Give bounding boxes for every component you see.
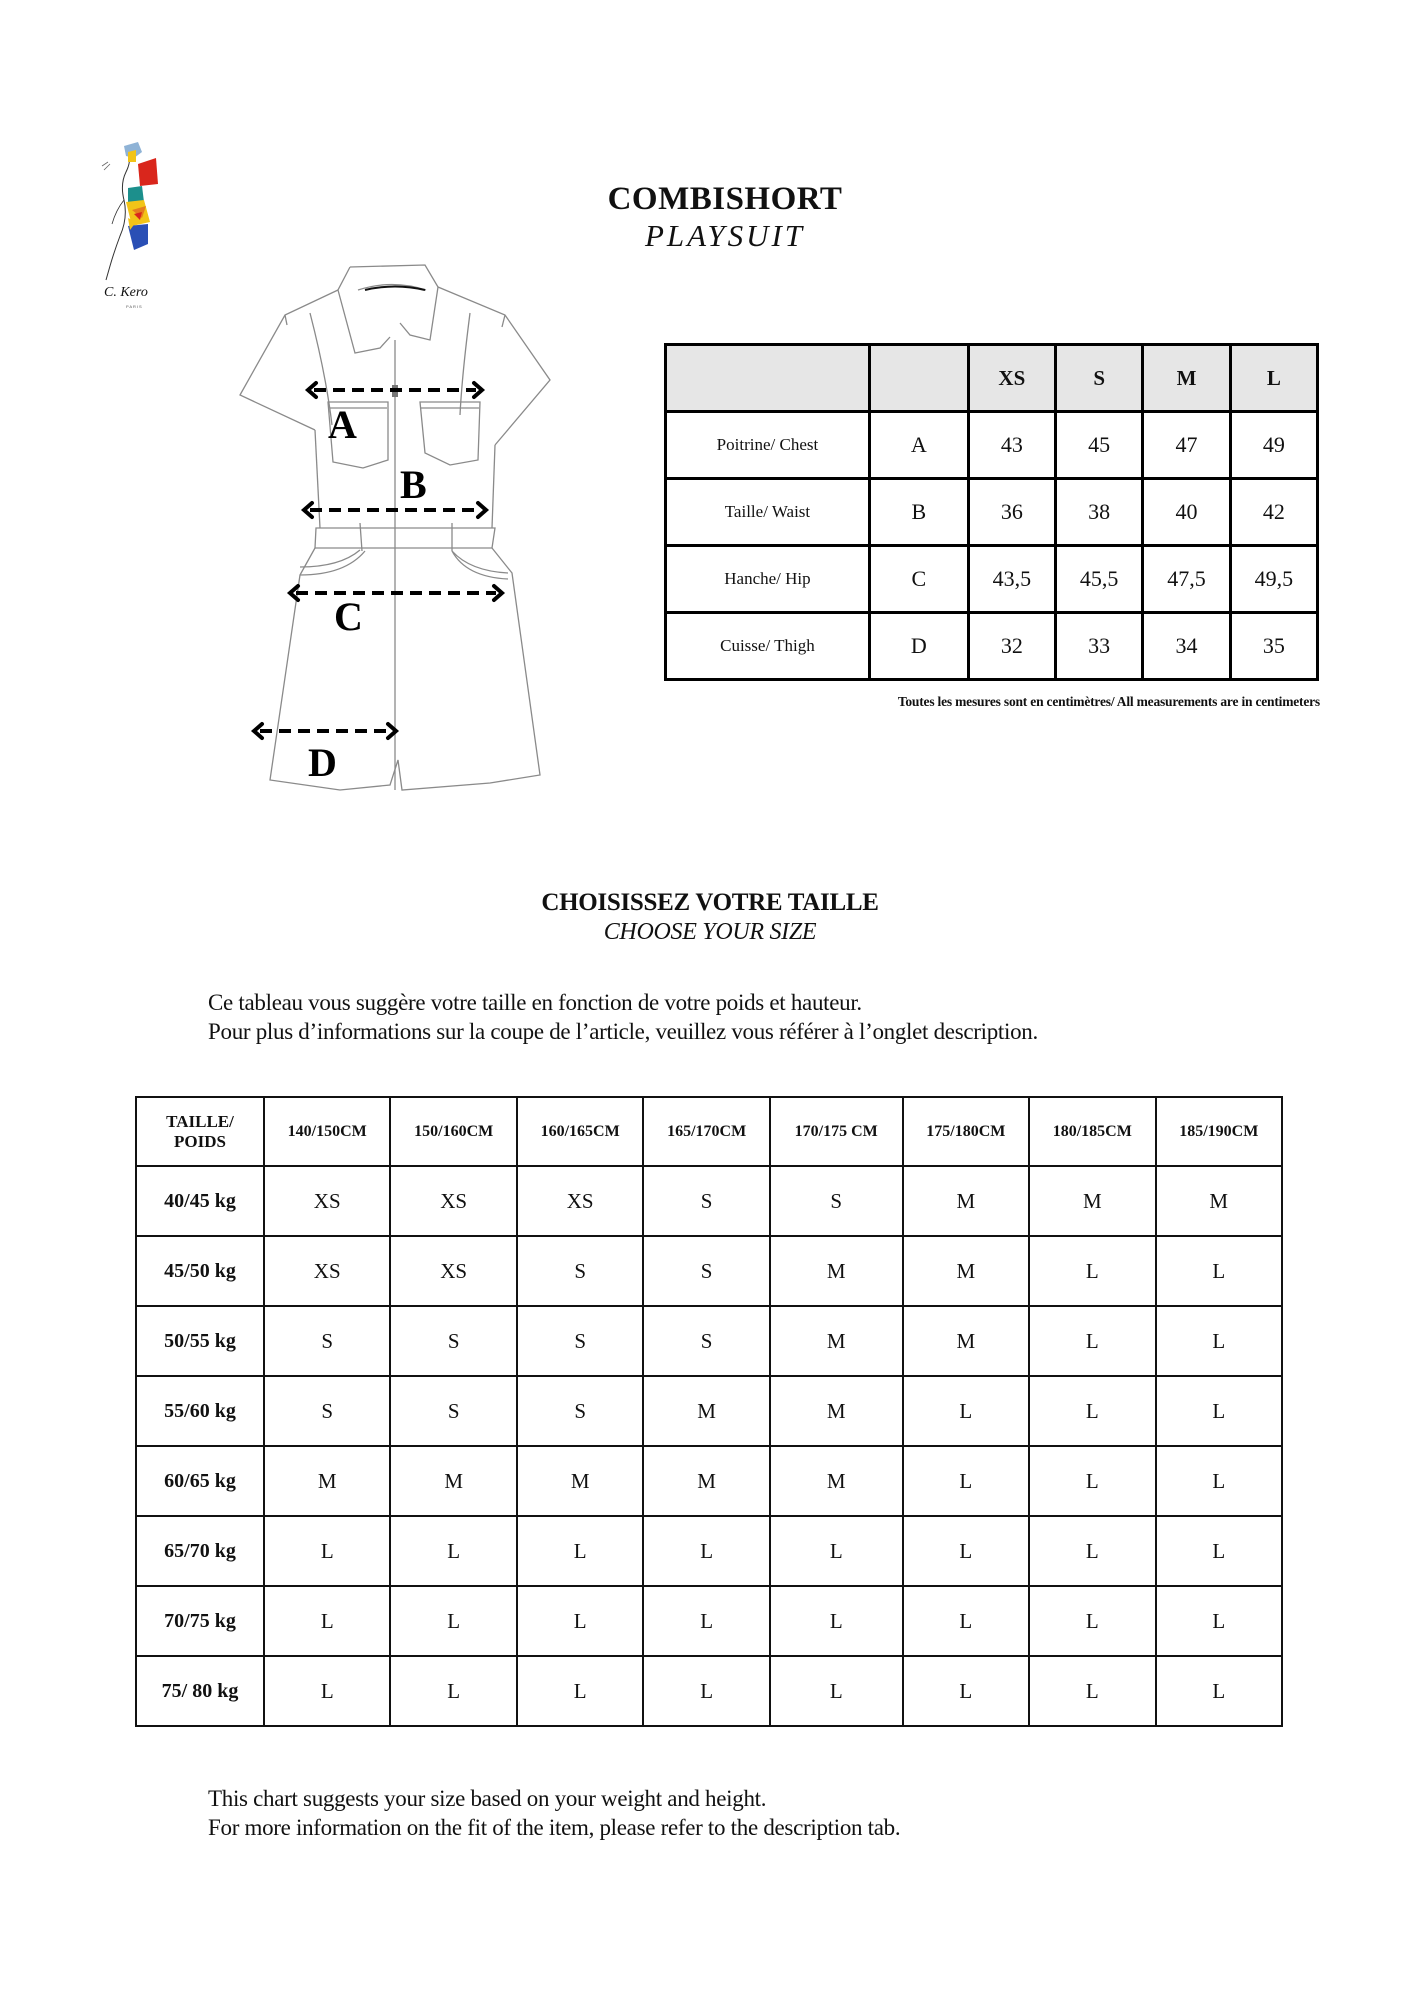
header-size-l: L — [1230, 345, 1317, 412]
size-cell: L — [1029, 1516, 1155, 1586]
size-cell: M — [1029, 1166, 1155, 1236]
size-cell: L — [1156, 1306, 1282, 1376]
measure-name: Cuisse/ Thigh — [666, 613, 870, 680]
size-guide-row — [136, 1166, 1282, 1236]
size-cell: L — [390, 1516, 516, 1586]
garment-sketch — [230, 255, 560, 800]
footer-line-1: This chart suggests your size based on your weight and height. — [208, 1786, 767, 1811]
size-cell: L — [643, 1516, 769, 1586]
intro-line-1: Ce tableau vous suggère votre taille en fonction de votre poids et hauteur. — [208, 990, 862, 1015]
size-cell: S — [643, 1236, 769, 1306]
size-cell: S — [770, 1166, 903, 1236]
playsuit-sketch-icon — [230, 255, 560, 800]
size-cell: S — [390, 1306, 516, 1376]
size-cell: L — [903, 1656, 1029, 1726]
size-cell: L — [1156, 1236, 1282, 1306]
size-guide-footer — [208, 1784, 1318, 1842]
size-cell: XS — [517, 1166, 643, 1236]
svg-text:PARIS: PARIS — [126, 304, 143, 309]
size-cell: L — [517, 1586, 643, 1656]
size-cell: L — [770, 1516, 903, 1586]
svg-text:C. Kero: C. Kero — [104, 285, 148, 300]
size-cell: L — [903, 1586, 1029, 1656]
size-cell: S — [264, 1376, 390, 1446]
measure-value: 42 — [1230, 479, 1317, 546]
measure-value: 43,5 — [968, 546, 1055, 613]
size-cell: L — [1029, 1446, 1155, 1516]
header-height: 140/150CM — [264, 1097, 390, 1166]
size-cell: XS — [390, 1166, 516, 1236]
measurements-header-row — [666, 345, 1318, 412]
sketch-label-c: C — [334, 594, 363, 639]
weight-label: 65/70 kg — [136, 1516, 264, 1586]
measure-value: 33 — [1056, 613, 1143, 680]
size-guide-header-row — [136, 1097, 1282, 1166]
product-title-fr: COMBISHORT — [607, 181, 843, 217]
measure-name: Hanche/ Hip — [666, 546, 870, 613]
measure-code: D — [869, 613, 968, 680]
size-guide-title-fr: CHOISISSEZ VOTRE TAILLE — [541, 889, 879, 916]
size-cell: M — [903, 1306, 1029, 1376]
measurement-row-waist — [666, 479, 1318, 546]
measurements-unit-note: Toutes les mesures sont en centimètres/ All measurements are in centimeters — [897, 694, 1320, 709]
weight-label: 40/45 kg — [136, 1166, 264, 1236]
measure-name: Taille/ Waist — [666, 479, 870, 546]
size-cell: L — [264, 1586, 390, 1656]
size-cell: S — [517, 1376, 643, 1446]
measurements-table — [664, 343, 1319, 681]
size-cell: M — [390, 1446, 516, 1516]
size-cell: L — [1156, 1656, 1282, 1726]
header-height: 170/175 CM — [770, 1097, 903, 1166]
size-cell: L — [264, 1656, 390, 1726]
header-height: 165/170CM — [643, 1097, 769, 1166]
header-taille-poids — [136, 1097, 264, 1166]
footer-line-2: For more information on the fit of the item, please refer to the description tab. — [208, 1815, 901, 1840]
size-guide-row — [136, 1586, 1282, 1656]
size-guide-row — [136, 1446, 1282, 1516]
size-cell: L — [1029, 1236, 1155, 1306]
measure-value: 45 — [1056, 412, 1143, 479]
header-size-s: S — [1056, 345, 1143, 412]
product-title — [560, 180, 890, 254]
size-cell: M — [264, 1446, 390, 1516]
size-cell: S — [517, 1306, 643, 1376]
brand-logo — [98, 140, 180, 312]
header-height: 160/165CM — [517, 1097, 643, 1166]
header-height: 180/185CM — [1029, 1097, 1155, 1166]
size-guide-row — [136, 1516, 1282, 1586]
weight-label: 75/ 80 kg — [136, 1656, 264, 1726]
size-cell: M — [517, 1446, 643, 1516]
corner-line-1: TAILLE/ — [166, 1111, 234, 1131]
size-cell: M — [770, 1446, 903, 1516]
size-cell: L — [1029, 1586, 1155, 1656]
header-size-xs: XS — [968, 345, 1055, 412]
header-measure — [666, 345, 870, 412]
size-cell: M — [643, 1446, 769, 1516]
weight-label: 60/65 kg — [136, 1446, 264, 1516]
size-guide-row — [136, 1236, 1282, 1306]
header-height: 185/190CM — [1156, 1097, 1282, 1166]
size-cell: M — [903, 1236, 1029, 1306]
product-title-en: PLAYSUIT — [644, 218, 806, 253]
dancer-illustration-icon — [98, 140, 180, 312]
measure-value: 32 — [968, 613, 1055, 680]
size-guide-intro — [208, 988, 1318, 1046]
header-size-m: M — [1143, 345, 1230, 412]
size-cell: L — [1156, 1446, 1282, 1516]
size-guide-table — [135, 1096, 1283, 1727]
measure-value: 49,5 — [1230, 546, 1317, 613]
weight-label: 55/60 kg — [136, 1376, 264, 1446]
measure-value: 45,5 — [1056, 546, 1143, 613]
size-guide-title-en: CHOOSE YOUR SIZE — [603, 919, 817, 945]
size-cell: L — [517, 1516, 643, 1586]
size-cell: L — [770, 1586, 903, 1656]
measure-code: A — [869, 412, 968, 479]
size-cell: L — [390, 1656, 516, 1726]
measurement-row-hip — [666, 546, 1318, 613]
size-cell: L — [1029, 1656, 1155, 1726]
size-cell: L — [517, 1656, 643, 1726]
size-cell: XS — [390, 1236, 516, 1306]
size-cell: L — [770, 1656, 903, 1726]
size-guide-row — [136, 1376, 1282, 1446]
size-cell: S — [390, 1376, 516, 1446]
measure-value: 49 — [1230, 412, 1317, 479]
measure-value: 36 — [968, 479, 1055, 546]
size-cell: S — [643, 1166, 769, 1236]
size-cell: L — [903, 1516, 1029, 1586]
header-height: 175/180CM — [903, 1097, 1029, 1166]
measure-value: 38 — [1056, 479, 1143, 546]
size-cell: S — [264, 1306, 390, 1376]
weight-label: 70/75 kg — [136, 1586, 264, 1656]
size-cell: L — [390, 1586, 516, 1656]
size-cell: L — [643, 1586, 769, 1656]
weight-label: 50/55 kg — [136, 1306, 264, 1376]
measure-value: 43 — [968, 412, 1055, 479]
header-code — [869, 345, 968, 412]
size-cell: M — [770, 1376, 903, 1446]
size-cell: L — [903, 1376, 1029, 1446]
size-cell: XS — [264, 1166, 390, 1236]
header-height: 150/160CM — [390, 1097, 516, 1166]
size-cell: L — [1029, 1306, 1155, 1376]
size-guide-row — [136, 1656, 1282, 1726]
size-cell: L — [1029, 1376, 1155, 1446]
size-cell: M — [643, 1376, 769, 1446]
measure-value: 47,5 — [1143, 546, 1230, 613]
measure-value: 35 — [1230, 613, 1317, 680]
sketch-label-a: A — [328, 402, 357, 447]
measure-name: Poitrine/ Chest — [666, 412, 870, 479]
measurement-row-chest — [666, 412, 1318, 479]
measure-value: 40 — [1143, 479, 1230, 546]
measure-code: B — [869, 479, 968, 546]
sketch-label-d: D — [308, 740, 337, 785]
measure-code: C — [869, 546, 968, 613]
size-cell: S — [643, 1306, 769, 1376]
size-cell: L — [643, 1656, 769, 1726]
size-cell: L — [1156, 1516, 1282, 1586]
intro-line-2: Pour plus d’informations sur la coupe de l’article, veuillez vous référer à l’onglet description. — [208, 1019, 1038, 1044]
size-cell: M — [770, 1236, 903, 1306]
size-cell: XS — [264, 1236, 390, 1306]
size-cell: M — [770, 1306, 903, 1376]
measurement-row-thigh — [666, 613, 1318, 680]
size-cell: L — [1156, 1376, 1282, 1446]
size-cell: L — [264, 1516, 390, 1586]
size-cell: M — [1156, 1166, 1282, 1236]
corner-line-2: POIDS — [174, 1131, 226, 1151]
size-guide-title — [400, 888, 1020, 946]
size-guide-row — [136, 1306, 1282, 1376]
measure-value: 34 — [1143, 613, 1230, 680]
size-cell: M — [903, 1166, 1029, 1236]
size-cell: S — [517, 1236, 643, 1306]
size-cell: L — [1156, 1586, 1282, 1656]
weight-label: 45/50 kg — [136, 1236, 264, 1306]
size-cell: L — [903, 1446, 1029, 1516]
sketch-label-b: B — [400, 462, 427, 507]
measure-value: 47 — [1143, 412, 1230, 479]
